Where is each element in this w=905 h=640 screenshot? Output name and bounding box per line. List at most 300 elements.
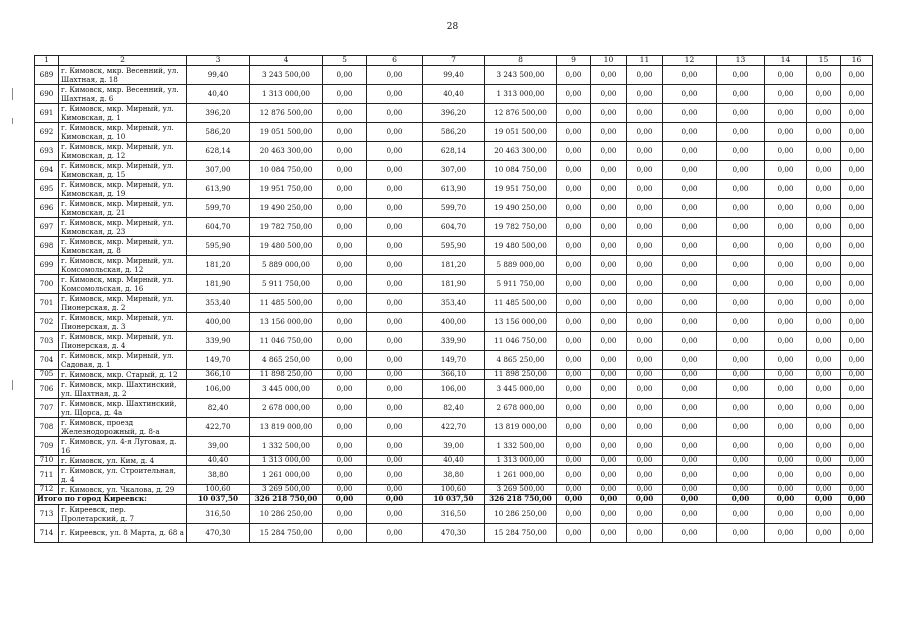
value-cell: 0,00 [765,369,807,379]
address-cell: г. Кимовск, мкр. Мирный, ул. Пионерская, д. 3 [59,312,187,331]
value-cell: 0,00 [807,293,841,312]
value-cell: 0,00 [591,350,627,369]
value-cell: 0,00 [807,465,841,484]
row-number: 694 [35,160,59,179]
value-cell: 82,40 [187,398,250,417]
value-cell: 0,00 [717,103,765,122]
value-cell: 0,00 [627,217,663,236]
value-cell: 0,00 [367,236,423,255]
address-cell: г. Кимовск, мкр. Мирный, ул. Комсомольская, д. 16 [59,274,187,293]
value-cell: 0,00 [557,455,591,465]
value-cell: 628,14 [187,141,250,160]
value-cell: 0,00 [557,236,591,255]
value-cell: 3 445 000,00 [250,379,323,398]
value-cell: 353,40 [423,293,485,312]
value-cell: 0,00 [627,312,663,331]
value-cell: 0,00 [765,122,807,141]
value-cell: 0,00 [627,350,663,369]
row-number: 703 [35,331,59,350]
value-cell: 0,00 [367,455,423,465]
value-cell: 0,00 [663,255,717,274]
value-cell: 0,00 [323,369,367,379]
row-number: 701 [35,293,59,312]
value-cell: 0,00 [841,455,873,465]
value-cell: 0,00 [807,494,841,504]
value-cell: 0,00 [765,436,807,455]
column-number: 1 [35,56,59,66]
value-cell: 13 819 000,00 [250,417,323,436]
table-row [35,236,873,255]
value-cell: 0,00 [591,494,627,504]
value-cell: 0,00 [323,350,367,369]
value-cell: 0,00 [841,141,873,160]
value-cell: 0,00 [367,331,423,350]
value-cell: 0,00 [323,274,367,293]
value-cell: 0,00 [627,236,663,255]
value-cell: 0,00 [765,236,807,255]
value-cell: 0,00 [367,179,423,198]
value-cell: 0,00 [627,465,663,484]
value-cell: 0,00 [663,331,717,350]
row-number: 700 [35,274,59,293]
value-cell: 0,00 [323,255,367,274]
value-cell: 13 156 000,00 [485,312,557,331]
value-cell: 0,00 [367,255,423,274]
value-cell: 0,00 [557,484,591,494]
value-cell: 0,00 [765,455,807,465]
value-cell: 0,00 [807,103,841,122]
value-cell: 0,00 [841,465,873,484]
value-cell: 0,00 [591,523,627,542]
row-number: 713 [35,504,59,523]
value-cell: 181,20 [187,255,250,274]
value-cell: 0,00 [765,274,807,293]
address-cell: г. Кимовск, мкр. Мирный, ул. Кимовская, д. 21 [59,198,187,217]
value-cell: 0,00 [627,494,663,504]
value-cell: 604,70 [187,217,250,236]
value-cell: 0,00 [807,179,841,198]
address-cell: г. Кимовск, мкр. Мирный, ул. Комсомольская, д. 12 [59,255,187,274]
value-cell: 0,00 [841,379,873,398]
scan-margin-mark [12,380,13,390]
value-cell: 0,00 [323,312,367,331]
value-cell: 10 084 750,00 [485,160,557,179]
value-cell: 40,40 [187,84,250,103]
value-cell: 4 865 250,00 [250,350,323,369]
value-cell: 0,00 [627,103,663,122]
value-cell: 0,00 [367,160,423,179]
value-cell: 40,40 [423,455,485,465]
value-cell: 613,90 [423,179,485,198]
value-cell: 0,00 [841,436,873,455]
value-cell: 38,80 [187,465,250,484]
value-cell: 0,00 [557,369,591,379]
value-cell: 0,00 [557,179,591,198]
value-cell: 0,00 [663,65,717,84]
value-cell: 0,00 [717,417,765,436]
table-row [35,331,873,350]
value-cell: 470,30 [423,523,485,542]
value-cell: 1 261 000,00 [485,465,557,484]
value-cell: 0,00 [367,312,423,331]
value-cell: 181,90 [423,274,485,293]
value-cell: 0,00 [367,274,423,293]
value-cell: 0,00 [627,65,663,84]
value-cell: 99,40 [187,65,250,84]
value-cell: 3 445 000,00 [485,379,557,398]
value-cell: 0,00 [557,103,591,122]
value-cell: 0,00 [807,160,841,179]
value-cell: 1 332 500,00 [485,436,557,455]
value-cell: 0,00 [627,504,663,523]
value-cell: 0,00 [323,436,367,455]
table-row [35,103,873,122]
value-cell: 0,00 [717,369,765,379]
row-number: 704 [35,350,59,369]
row-number: 697 [35,217,59,236]
value-cell: 0,00 [367,494,423,504]
scan-margin-mark [12,88,13,100]
value-cell: 0,00 [765,379,807,398]
value-cell: 0,00 [807,217,841,236]
row-number: 706 [35,379,59,398]
value-cell: 0,00 [765,217,807,236]
value-cell: 13 819 000,00 [485,417,557,436]
row-number: 708 [35,417,59,436]
value-cell: 0,00 [591,103,627,122]
value-cell: 0,00 [367,465,423,484]
column-number: 5 [323,56,367,66]
value-cell: 181,90 [187,274,250,293]
value-cell: 396,20 [423,103,485,122]
table-row [35,504,873,523]
value-cell: 0,00 [323,103,367,122]
value-cell: 0,00 [717,312,765,331]
value-cell: 1 313 000,00 [250,455,323,465]
value-cell: 0,00 [841,312,873,331]
value-cell: 0,00 [557,417,591,436]
value-cell: 0,00 [663,379,717,398]
address-cell: г. Кимовск, ул. Ким, д. 4 [59,455,187,465]
table-row [35,455,873,465]
value-cell: 0,00 [323,504,367,523]
value-cell: 0,00 [663,236,717,255]
table-row [35,398,873,417]
value-cell: 0,00 [765,198,807,217]
value-cell: 0,00 [591,160,627,179]
value-cell: 0,00 [367,141,423,160]
table-row [35,523,873,542]
value-cell: 0,00 [663,417,717,436]
value-cell: 0,00 [367,436,423,455]
value-cell: 326 218 750,00 [250,494,323,504]
value-cell: 0,00 [557,122,591,141]
value-cell: 0,00 [557,504,591,523]
value-cell: 0,00 [663,179,717,198]
value-cell: 0,00 [663,436,717,455]
row-number: 689 [35,65,59,84]
value-cell: 0,00 [807,398,841,417]
value-cell: 0,00 [765,160,807,179]
value-cell: 0,00 [323,484,367,494]
value-cell: 0,00 [841,198,873,217]
value-cell: 0,00 [557,436,591,455]
value-cell: 0,00 [367,217,423,236]
row-number: 696 [35,198,59,217]
value-cell: 0,00 [627,523,663,542]
value-cell: 0,00 [717,436,765,455]
value-cell: 0,00 [717,504,765,523]
value-cell: 0,00 [765,398,807,417]
value-cell: 0,00 [627,331,663,350]
value-cell: 470,30 [187,523,250,542]
value-cell: 0,00 [557,350,591,369]
column-number: 16 [841,56,873,66]
value-cell: 0,00 [663,455,717,465]
value-cell: 0,00 [717,160,765,179]
value-cell: 0,00 [807,417,841,436]
value-cell: 0,00 [841,523,873,542]
value-cell: 0,00 [323,417,367,436]
row-number: 698 [35,236,59,255]
value-cell: 0,00 [367,417,423,436]
value-cell: 0,00 [717,198,765,217]
value-cell: 0,00 [367,398,423,417]
value-cell: 0,00 [765,65,807,84]
value-cell: 0,00 [807,255,841,274]
value-cell: 0,00 [807,369,841,379]
address-cell: г. Кимовск, ул. Чкалова, д. 29 [59,484,187,494]
value-cell: 1 261 000,00 [250,465,323,484]
value-cell: 0,00 [841,504,873,523]
value-cell: 0,00 [557,255,591,274]
value-cell: 0,00 [557,494,591,504]
value-cell: 586,20 [423,122,485,141]
value-cell: 0,00 [323,217,367,236]
value-cell: 0,00 [323,455,367,465]
table-row [35,141,873,160]
value-cell: 0,00 [557,141,591,160]
address-cell: г. Киреевск, пер. Пролетарский, д. 7 [59,504,187,523]
value-cell: 5 911 750,00 [485,274,557,293]
value-cell: 1 313 000,00 [250,84,323,103]
value-cell: 0,00 [591,331,627,350]
value-cell: 339,90 [187,331,250,350]
value-cell: 604,70 [423,217,485,236]
value-cell: 0,00 [367,523,423,542]
value-cell: 0,00 [717,84,765,103]
value-cell: 586,20 [187,122,250,141]
value-cell: 0,00 [627,436,663,455]
table-row [35,369,873,379]
value-cell: 4 865 250,00 [485,350,557,369]
value-cell: 0,00 [807,379,841,398]
value-cell: 0,00 [807,350,841,369]
value-cell: 0,00 [841,236,873,255]
value-cell: 0,00 [841,179,873,198]
value-cell: 0,00 [841,217,873,236]
value-cell: 0,00 [367,84,423,103]
value-cell: 0,00 [841,494,873,504]
value-cell: 0,00 [557,217,591,236]
value-cell: 0,00 [627,398,663,417]
value-cell: 0,00 [717,494,765,504]
value-cell: 39,00 [423,436,485,455]
value-cell: 0,00 [717,179,765,198]
value-cell: 0,00 [557,523,591,542]
address-cell: г. Кимовск, мкр. Весенний, ул. Шахтная, д. 18 [59,65,187,84]
value-cell: 0,00 [627,198,663,217]
value-cell: 0,00 [591,504,627,523]
value-cell: 0,00 [807,436,841,455]
value-cell: 11 898 250,00 [485,369,557,379]
address-cell: г. Кимовск, мкр. Мирный, ул. Кимовская, д. 10 [59,122,187,141]
value-cell: 10 286 250,00 [250,504,323,523]
address-cell: г. Кимовск, мкр. Мирный, ул. Пионерская, д. 2 [59,293,187,312]
value-cell: 0,00 [717,236,765,255]
table-row [35,274,873,293]
value-cell: 0,00 [627,84,663,103]
value-cell: 0,00 [323,236,367,255]
value-cell: 0,00 [663,122,717,141]
value-cell: 599,70 [423,198,485,217]
value-cell: 100,60 [187,484,250,494]
value-cell: 0,00 [557,274,591,293]
row-number: 711 [35,465,59,484]
value-cell: 0,00 [841,103,873,122]
value-cell: 11 485 500,00 [250,293,323,312]
value-cell: 0,00 [663,350,717,369]
value-cell: 0,00 [807,236,841,255]
data-table [34,55,873,543]
value-cell: 0,00 [663,217,717,236]
value-cell: 0,00 [765,523,807,542]
value-cell: 0,00 [367,198,423,217]
value-cell: 0,00 [807,331,841,350]
value-cell: 0,00 [717,484,765,494]
table-row [35,436,873,455]
table-row [35,122,873,141]
value-cell: 0,00 [765,350,807,369]
column-number: 11 [627,56,663,66]
value-cell: 5 889 000,00 [485,255,557,274]
value-cell: 0,00 [765,494,807,504]
value-cell: 0,00 [717,523,765,542]
value-cell: 0,00 [557,65,591,84]
value-cell: 353,40 [187,293,250,312]
value-cell: 0,00 [367,369,423,379]
address-cell: г. Кимовск, проезд Железнодорожный, д. 8-а [59,417,187,436]
row-number: 699 [35,255,59,274]
value-cell: 0,00 [557,198,591,217]
value-cell: 12 876 500,00 [250,103,323,122]
value-cell: 0,00 [323,293,367,312]
row-number: 710 [35,455,59,465]
column-number: 10 [591,56,627,66]
value-cell: 0,00 [807,198,841,217]
value-cell: 0,00 [627,484,663,494]
table-row [35,65,873,84]
value-cell: 19 951 750,00 [250,179,323,198]
value-cell: 396,20 [187,103,250,122]
row-number: 693 [35,141,59,160]
column-number: 3 [187,56,250,66]
value-cell: 99,40 [423,65,485,84]
value-cell: 0,00 [841,350,873,369]
address-cell: г. Кимовск, ул. Строительная, д. 4 [59,465,187,484]
value-cell: 0,00 [765,417,807,436]
value-cell: 19 480 500,00 [250,236,323,255]
value-cell: 0,00 [663,523,717,542]
column-number: 14 [765,56,807,66]
value-cell: 0,00 [591,255,627,274]
value-cell: 400,00 [423,312,485,331]
scan-margin-mark [12,118,13,124]
value-cell: 0,00 [765,255,807,274]
value-cell: 1 313 000,00 [485,455,557,465]
value-cell: 0,00 [591,274,627,293]
value-cell: 0,00 [591,417,627,436]
value-cell: 595,90 [187,236,250,255]
value-cell: 12 876 500,00 [485,103,557,122]
value-cell: 0,00 [591,465,627,484]
value-cell: 0,00 [323,494,367,504]
value-cell: 0,00 [557,84,591,103]
total-label: Итого по город Киреевск: [35,494,187,504]
value-cell: 0,00 [323,331,367,350]
value-cell: 13 156 000,00 [250,312,323,331]
value-cell: 0,00 [323,398,367,417]
value-cell: 10 037,50 [187,494,250,504]
value-cell: 0,00 [717,350,765,369]
value-cell: 0,00 [591,398,627,417]
value-cell: 0,00 [663,484,717,494]
value-cell: 0,00 [367,484,423,494]
value-cell: 0,00 [627,379,663,398]
value-cell: 82,40 [423,398,485,417]
value-cell: 0,00 [627,455,663,465]
column-number: 12 [663,56,717,66]
value-cell: 0,00 [663,274,717,293]
value-cell: 0,00 [627,122,663,141]
row-number: 707 [35,398,59,417]
value-cell: 422,70 [187,417,250,436]
value-cell: 0,00 [591,293,627,312]
value-cell: 0,00 [663,465,717,484]
value-cell: 0,00 [717,65,765,84]
value-cell: 0,00 [717,255,765,274]
row-number: 709 [35,436,59,455]
column-number-header [35,56,873,66]
address-cell: г. Кимовск, мкр. Мирный, ул. Кимовская, д. 15 [59,160,187,179]
value-cell: 11 485 500,00 [485,293,557,312]
value-cell: 0,00 [627,293,663,312]
value-cell: 0,00 [591,379,627,398]
value-cell: 106,00 [187,379,250,398]
value-cell: 0,00 [765,312,807,331]
value-cell: 628,14 [423,141,485,160]
value-cell: 1 313 000,00 [485,84,557,103]
value-cell: 19 051 500,00 [250,122,323,141]
value-cell: 0,00 [841,65,873,84]
value-cell: 0,00 [765,331,807,350]
value-cell: 39,00 [187,436,250,455]
value-cell: 316,50 [423,504,485,523]
page-number: 28 [446,22,459,32]
value-cell: 0,00 [323,122,367,141]
value-cell: 366,10 [423,369,485,379]
value-cell: 0,00 [627,417,663,436]
